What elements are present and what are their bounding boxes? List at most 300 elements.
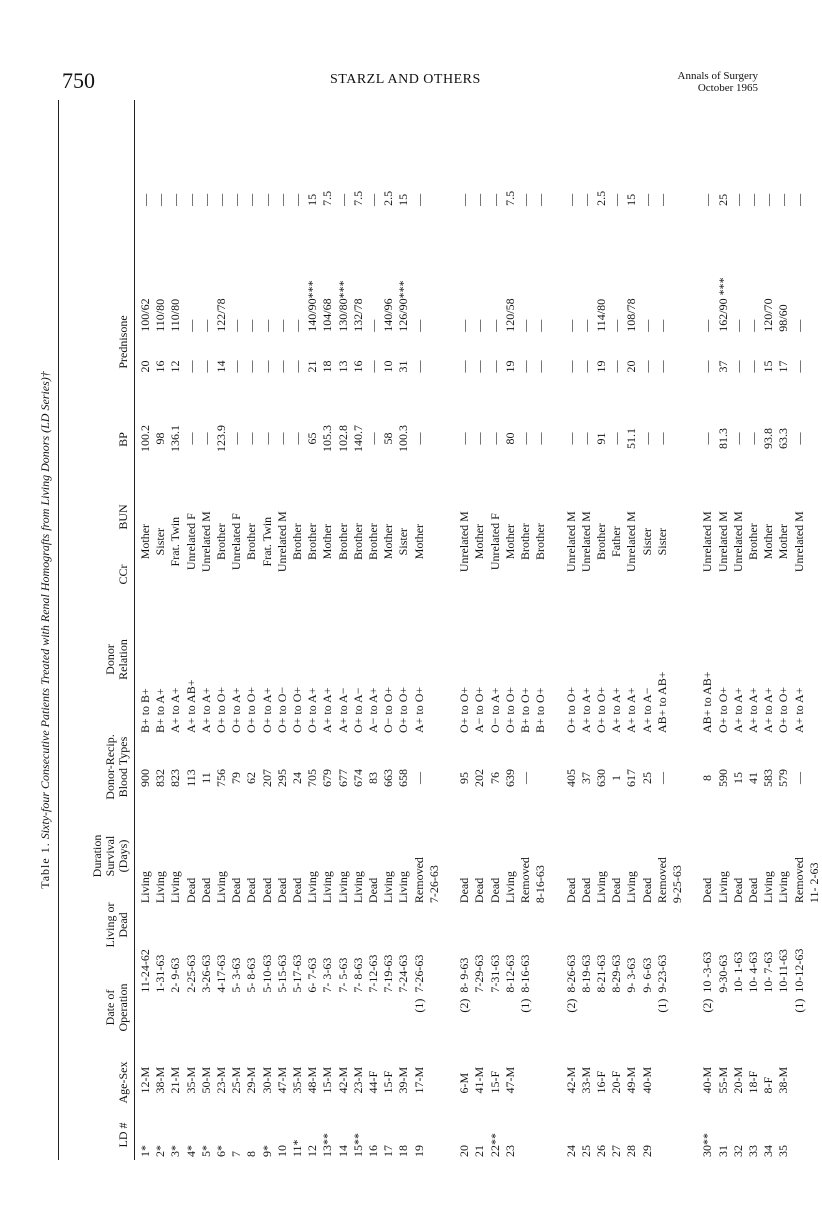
age-sex-cell: 17-M	[411, 1066, 426, 1094]
date-of-operation-cell: 3-26-63	[198, 954, 213, 993]
group-gap	[442, 100, 457, 1160]
donor-relation-cell: Unrelated F	[487, 513, 502, 571]
duration-cell: 76	[487, 772, 502, 784]
blood-types-cell: O+ to A+	[305, 687, 320, 734]
date-of-operation-cell: 7- 5-63	[335, 957, 350, 993]
age-sex-cell: 49-M	[624, 1066, 639, 1094]
prednisone-cell: —	[487, 193, 502, 206]
header-blood	[104, 712, 130, 822]
living-or-dead-cell: Dead	[274, 877, 289, 904]
age-sex-cell: 40-M	[700, 1066, 715, 1094]
bp-cell: 110/80	[168, 298, 183, 332]
table-row	[336, 100, 351, 1160]
top-rule	[58, 100, 59, 1160]
bp-cell: 108/78	[624, 298, 639, 332]
duration-cell: 658	[396, 769, 411, 787]
note-cell: (2)	[700, 998, 715, 1013]
donor-relation-cell	[427, 479, 442, 605]
donor-relation-cell: Sister	[396, 527, 411, 556]
ld-number-cell: 23	[502, 1145, 517, 1157]
date-of-operation-cell: 7-24-63	[396, 954, 411, 993]
bun-cell: —	[244, 360, 259, 373]
age-sex-cell: 12-M	[138, 1066, 152, 1094]
prednisone-cell: —	[183, 193, 198, 206]
donor-relation-cell: Unrelated F	[229, 513, 244, 571]
date-of-operation-cell: 1-31-63	[153, 954, 168, 993]
blood-types-cell: A+ to AB+	[183, 679, 198, 734]
bp-cell: —	[487, 319, 502, 332]
table-body	[138, 100, 822, 1160]
table-row	[184, 100, 199, 1160]
date-of-operation-cell: 7-12-63	[366, 954, 381, 993]
duration-cell: 295	[274, 769, 289, 787]
living-or-dead-cell: 11- 2-63	[806, 862, 821, 904]
blood-types-cell: O+ to O+	[715, 686, 730, 734]
table-row	[381, 100, 396, 1160]
duration-cell: 83	[366, 772, 381, 784]
duration-cell: 24	[290, 772, 305, 784]
blood-types-cell: A+ to A+	[791, 687, 806, 734]
date-of-operation-cell: 8-19-63	[578, 954, 593, 993]
donor-relation-cell: Sister	[639, 527, 654, 556]
duration-cell: 25	[639, 772, 654, 784]
note-cell	[396, 996, 411, 1028]
note-cell	[168, 996, 183, 1028]
ld-number-cell: 24	[563, 1145, 578, 1157]
blood-types-cell: A+ to A+	[168, 687, 183, 734]
ld-number-cell: 21	[472, 1145, 487, 1157]
blood-types-cell: A+ to O+	[411, 686, 426, 734]
duration-cell: 832	[153, 769, 168, 787]
ccr-cell: —	[791, 432, 806, 445]
prednisone-cell: —	[730, 193, 745, 206]
prednisone-cell: —	[457, 193, 472, 206]
note-cell	[184, 996, 199, 1028]
duration-cell	[670, 736, 685, 820]
living-or-dead-cell: Dead	[472, 877, 487, 904]
note-cell	[640, 996, 655, 1028]
ld-number-cell: 14	[335, 1145, 350, 1157]
bun-cell: 18	[320, 360, 335, 373]
ccr-cell: —	[411, 432, 426, 445]
table-row	[305, 100, 320, 1160]
prednisone-cell: —	[578, 193, 593, 206]
bun-cell: —	[791, 360, 806, 373]
prednisone-cell: —	[776, 193, 791, 206]
header-duration-l3: (Days)	[116, 839, 130, 873]
donor-relation-cell: Unrelated M	[624, 511, 639, 573]
age-sex-cell	[807, 1027, 822, 1096]
table-row	[199, 100, 214, 1160]
table-row	[564, 100, 579, 1160]
bun-cell: —	[411, 360, 426, 373]
ld-number-cell	[655, 1097, 670, 1160]
donor-relation-cell: Unrelated M	[198, 511, 213, 573]
ccr-cell: —	[533, 432, 548, 445]
ld-number-cell: 15**	[350, 1133, 365, 1157]
table-row	[746, 100, 761, 1160]
date-of-operation-cell	[533, 906, 548, 996]
note-cell	[336, 996, 351, 1028]
prednisone-cell: —	[746, 193, 761, 206]
table-row	[503, 100, 518, 1160]
ld-number-cell: 7	[229, 1151, 244, 1157]
caption-label: Table 1.	[38, 842, 52, 889]
bun-cell: 16	[153, 360, 168, 373]
table-row	[457, 100, 472, 1160]
table-row	[670, 100, 685, 1160]
ld-number-cell	[670, 1097, 685, 1160]
group-gap	[548, 100, 563, 1160]
living-or-dead-cell: Living	[624, 871, 639, 904]
age-sex-cell: 47-M	[502, 1066, 517, 1094]
duration-cell: —	[518, 772, 533, 784]
donor-relation-cell: Frat. Twin	[259, 516, 274, 567]
note-cell	[472, 996, 487, 1028]
ccr-cell: 105.3	[320, 424, 335, 452]
header-donor	[104, 607, 130, 712]
blood-types-cell: O+ to O+	[244, 686, 259, 734]
date-of-operation-cell	[807, 906, 822, 996]
ccr-cell: —	[639, 432, 654, 445]
duration-cell: —	[791, 772, 806, 784]
ccr-cell: —	[487, 432, 502, 445]
blood-types-cell: A− to A+	[366, 687, 381, 734]
bp-cell: —	[229, 319, 244, 332]
table-row	[351, 100, 366, 1160]
ld-number-cell: 26	[594, 1145, 609, 1157]
note-cell	[776, 996, 791, 1028]
bp-cell: 98/60	[776, 304, 791, 332]
header-bp: BP	[116, 432, 130, 447]
prednisone-cell: —	[533, 193, 548, 206]
ccr-cell: —	[259, 432, 274, 445]
table-row	[807, 100, 822, 1160]
prednisone-cell: —	[198, 193, 213, 206]
ld-number-cell: 5*	[198, 1145, 213, 1157]
age-sex-cell: 38-M	[153, 1066, 168, 1094]
donor-relation-cell: Unrelated M	[791, 511, 806, 573]
note-cell	[229, 996, 244, 1028]
ld-number-cell: 32	[730, 1145, 745, 1157]
header-age-sex: Age-Sex	[116, 1061, 130, 1104]
prednisone-cell: —	[411, 193, 426, 206]
ccr-cell: —	[578, 432, 593, 445]
blood-types-cell: A+ to A+	[761, 687, 776, 734]
duration-cell: 630	[594, 769, 609, 787]
bp-cell: —	[746, 319, 761, 332]
age-sex-cell: 23-M	[350, 1066, 365, 1094]
note-cell	[427, 996, 442, 1028]
living-or-dead-cell: Living	[335, 871, 350, 904]
bp-cell: —	[700, 319, 715, 332]
age-sex-cell: 25-M	[229, 1066, 244, 1094]
bun-cell: 19	[502, 360, 517, 373]
age-sex-cell	[655, 1027, 670, 1096]
living-or-dead-cell: Removed	[411, 857, 426, 904]
header-rule	[134, 100, 135, 1160]
bp-cell: —	[411, 319, 426, 332]
blood-types-cell: A+ to A−	[639, 687, 654, 734]
date-of-operation-cell: 10-12-63	[791, 948, 806, 993]
table-row	[396, 100, 411, 1160]
donor-relation-cell: Unrelated M	[700, 511, 715, 573]
table-row	[655, 100, 670, 1160]
ccr-cell: 100.3	[396, 424, 411, 452]
page-header	[0, 0, 816, 110]
living-or-dead-cell: Living	[594, 871, 609, 904]
duration-cell: 756	[214, 769, 229, 787]
bp-cell: —	[791, 319, 806, 332]
living-or-dead-cell: Removed	[791, 857, 806, 904]
ccr-cell: 81.3	[715, 427, 730, 449]
bun-cell	[670, 335, 685, 398]
ld-number-cell: 8	[244, 1151, 259, 1157]
blood-types-cell: B+ to B+	[138, 688, 152, 734]
date-of-operation-cell: 8-26-63	[563, 954, 578, 993]
bp-cell: —	[366, 319, 381, 332]
blood-types-cell: O+ to A+	[259, 687, 274, 734]
living-or-dead-cell: Dead	[229, 877, 244, 904]
living-or-dead-cell: Removed	[654, 857, 669, 904]
table-row	[168, 100, 183, 1160]
bp-cell: —	[183, 319, 198, 332]
blood-types-cell: O− to O+	[381, 686, 396, 734]
living-or-dead-cell: Dead	[487, 877, 502, 904]
blood-types-cell: O+ to O+	[563, 686, 578, 734]
donor-relation-cell: Mother	[411, 523, 426, 560]
duration-cell: 617	[624, 769, 639, 787]
date-of-operation-cell: 9- 6-63	[639, 957, 654, 993]
age-sex-cell: 18-F	[746, 1070, 761, 1094]
table-row	[412, 100, 427, 1160]
bp-cell: —	[578, 319, 593, 332]
living-or-dead-cell: 8-16-63	[533, 865, 548, 904]
note-cell	[199, 996, 214, 1028]
table-row	[275, 100, 290, 1160]
ld-number-cell: 17	[381, 1145, 396, 1157]
bp-cell: 140/96	[381, 298, 396, 332]
age-sex-cell: 33-M	[578, 1066, 593, 1094]
note-cell: (1)	[654, 998, 669, 1013]
duration-cell: 37	[578, 772, 593, 784]
bp-cell: —	[472, 319, 487, 332]
date-of-operation-cell: 7-31-63	[487, 954, 502, 993]
ld-number-cell	[792, 1097, 807, 1160]
note-cell	[260, 996, 275, 1028]
prednisone-cell: —	[563, 193, 578, 206]
ccr-cell: 80	[502, 432, 517, 445]
date-of-operation-cell: 2-25-63	[183, 954, 198, 993]
duration-cell: 79	[229, 772, 244, 784]
prednisone-cell: 7.5	[350, 190, 365, 206]
bun-cell: —	[746, 360, 761, 373]
age-sex-cell: 35-M	[183, 1066, 198, 1094]
note-cell: (1)	[411, 998, 426, 1013]
prednisone-cell: —	[791, 193, 806, 206]
age-sex-cell: 20-F	[609, 1070, 624, 1094]
table-row	[290, 100, 305, 1160]
living-or-dead-cell: Removed	[518, 857, 533, 904]
date-of-operation-cell: 7-29-63	[472, 954, 487, 993]
donor-relation-cell: Brother	[335, 523, 350, 560]
duration-cell: 1	[609, 775, 624, 781]
ccr-cell: 100.2	[138, 424, 152, 452]
bun-cell: 20	[624, 360, 639, 373]
living-or-dead-cell: Living	[350, 871, 365, 904]
date-of-operation-cell: 9-30-63	[715, 954, 730, 993]
living-or-dead-cell: Dead	[290, 877, 305, 904]
ccr-cell: —	[183, 432, 198, 445]
bp-cell: 104/68	[320, 298, 335, 332]
duration-cell: —	[654, 772, 669, 784]
prednisone-cell: —	[259, 193, 274, 206]
bun-cell	[807, 335, 822, 398]
table-caption	[38, 100, 53, 1160]
duration-cell: 579	[776, 769, 791, 787]
living-or-dead-cell: Dead	[578, 877, 593, 904]
age-sex-cell: 20-M	[730, 1066, 745, 1094]
living-or-dead-cell: 9-25-63	[670, 865, 685, 904]
ccr-cell: —	[457, 432, 472, 445]
bun-cell	[427, 335, 442, 398]
ccr-cell: 98	[153, 432, 168, 445]
note-cell: (1)	[518, 998, 533, 1013]
ccr-cell: 51.1	[624, 427, 639, 449]
note-cell: (2)	[563, 998, 578, 1013]
note-cell	[275, 996, 290, 1028]
bp-cell	[427, 209, 442, 335]
date-of-operation-cell: 8- 9-63	[457, 957, 472, 993]
prednisone-cell: —	[138, 193, 152, 206]
date-of-operation-cell: 10- 7-63	[761, 951, 776, 993]
ld-number-cell: 9*	[259, 1145, 274, 1157]
ld-number-cell: 6*	[214, 1145, 229, 1157]
blood-types-cell: O+ to A−	[350, 687, 365, 734]
date-of-operation-cell: 6- 7-63	[305, 957, 320, 993]
age-sex-cell: 40-M	[639, 1066, 654, 1094]
header-duration	[91, 822, 130, 890]
duration-cell: 62	[244, 772, 259, 784]
donor-relation-cell: Brother	[214, 523, 229, 560]
living-or-dead-cell: Dead	[639, 877, 654, 904]
bun-cell: 13	[335, 360, 350, 373]
date-of-operation-cell	[427, 906, 442, 996]
age-sex-cell: 15-F	[381, 1070, 396, 1094]
bun-cell: 12	[168, 360, 183, 373]
date-of-operation-cell: 5- 3-63	[229, 957, 244, 993]
date-of-operation-cell: 11-24-62	[138, 949, 152, 993]
bp-cell: 114/80	[594, 298, 609, 332]
ld-number-cell: 2*	[153, 1145, 168, 1157]
blood-types-cell: O+ to O+	[396, 686, 411, 734]
note-cell	[807, 996, 822, 1028]
living-or-dead-cell: Dead	[244, 877, 259, 904]
bp-cell: 126/90***	[396, 280, 411, 332]
bp-cell: —	[198, 319, 213, 332]
duration-cell: 11	[198, 772, 213, 784]
living-or-dead-cell: Dead	[259, 877, 274, 904]
ccr-cell: 58	[381, 432, 396, 445]
table-row	[488, 100, 503, 1160]
bun-cell: —	[472, 360, 487, 373]
age-sex-cell: 23-M	[214, 1066, 229, 1094]
age-sex-cell: 44-F	[366, 1070, 381, 1094]
duration-cell: 8	[700, 775, 715, 781]
date-of-operation-cell: 2- 9-63	[168, 957, 183, 993]
note-cell	[381, 996, 396, 1028]
note-cell	[716, 996, 731, 1028]
bun-cell: —	[487, 360, 502, 373]
header-duration-l2: Survival	[103, 835, 117, 877]
group-gap	[685, 100, 700, 1160]
header-donor-l2: Relation	[116, 639, 130, 680]
date-of-operation-cell: 10 -3-63	[700, 951, 715, 993]
date-of-operation-cell: 8-16-63	[518, 954, 533, 993]
note-cell	[214, 996, 229, 1028]
blood-types-cell: A− to O+	[472, 686, 487, 734]
bun-cell: 20	[138, 360, 152, 373]
duration-cell: 823	[168, 769, 183, 787]
prednisone-cell: 15	[396, 193, 411, 206]
bp-cell: —	[290, 319, 305, 332]
age-sex-cell: 30-M	[259, 1066, 274, 1094]
age-sex-cell	[670, 1027, 685, 1096]
duration-cell	[427, 736, 442, 820]
ccr-cell: 91	[594, 432, 609, 445]
living-or-dead-cell: Dead	[746, 877, 761, 904]
ccr-cell: —	[274, 432, 289, 445]
bun-cell: —	[518, 360, 533, 373]
prednisone-cell: —	[639, 193, 654, 206]
living-or-dead-cell: Living	[168, 871, 183, 904]
table-row	[229, 100, 244, 1160]
age-sex-cell	[792, 1027, 807, 1096]
bun-cell: —	[700, 360, 715, 373]
blood-types-cell: O+ to O+	[502, 686, 517, 734]
bp-cell: 132/78	[350, 298, 365, 332]
blood-types-cell: B+ to O+	[518, 687, 533, 734]
header-bun: BUN	[116, 504, 130, 530]
prednisone-cell: 7.5	[502, 190, 517, 206]
page-number: 750	[62, 68, 95, 93]
header-living-l2: Dead	[116, 912, 130, 938]
duration-cell: 663	[381, 769, 396, 787]
prednisone-cell: —	[518, 193, 533, 206]
note-cell	[305, 996, 320, 1028]
data-table	[138, 100, 822, 1160]
date-of-operation-cell: 9- 3-63	[624, 957, 639, 993]
bp-cell: 120/70	[761, 298, 776, 332]
note-cell	[746, 996, 761, 1028]
blood-types-cell: B+ to O+	[533, 687, 548, 734]
blood-types-cell: O+ to A+	[229, 687, 244, 734]
prednisone-cell: —	[366, 193, 381, 206]
duration-cell: 639	[502, 769, 517, 787]
journal-info	[678, 70, 758, 94]
living-or-dead-cell: Dead	[457, 877, 472, 904]
header-duration-l1: Duration	[90, 834, 104, 878]
blood-types-cell	[427, 605, 442, 737]
bun-cell: 15	[761, 360, 776, 373]
age-sex-cell: 42-M	[335, 1066, 350, 1094]
donor-relation-cell: Sister	[153, 527, 168, 556]
age-sex-cell: 50-M	[198, 1066, 213, 1094]
age-sex-cell	[533, 1027, 548, 1096]
table-row	[366, 100, 381, 1160]
blood-types-cell: A+ to A+	[578, 687, 593, 734]
age-sex-cell: 15-F	[487, 1070, 502, 1094]
